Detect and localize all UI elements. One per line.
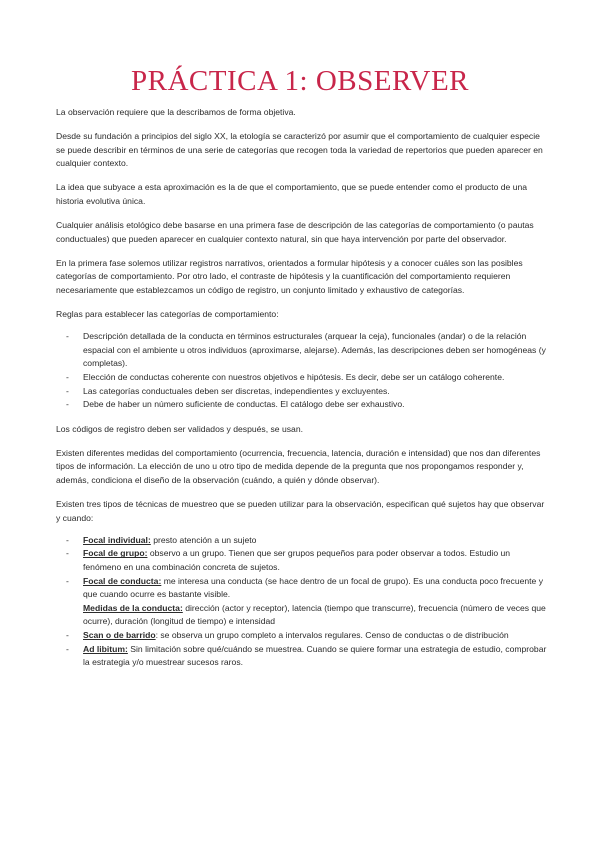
paragraph-measures: Existen diferentes medidas del comportamiento (ocurrencia, frecuencia, latencia, duración e intensidad) que nos dan diferentes tipos de información. La elección de uno u otro tipo de medida depende de la pregunta que nos propongamos responder y, además, condiciona el diseño de la observación (cuándo, a quién y dónde observar). <box>56 447 541 485</box>
paragraph-ethology-history: Desde su fundación a principios del siglo XX, la etología se caracterizó por asumir que el comportamiento de cualquier especie se puede describir en términos de una serie de categorías que recogen toda la variedad de repertorios que pueden aparecer en cualquier contexto. <box>56 131 543 169</box>
term-label: Ad libitum: <box>83 643 128 654</box>
rules-list <box>56 330 550 412</box>
term-description: dirección (actor y receptor), latencia (tiempo que transcurre), frecuencia (número de veces que ocurre), duración (longitud de tiempo) e intensidad <box>83 602 546 627</box>
techniques-list <box>56 534 550 670</box>
paragraph-rules-heading: Reglas para establecer las categorías de comportamiento: <box>56 309 279 320</box>
paragraph-validation: Los códigos de registro deben ser validados y después, se usan. <box>56 423 303 434</box>
term-label: Focal de conducta: <box>83 575 162 586</box>
list-item: - Elección de conductas coherente con nuestros objetivos e hipótesis. Es decir, debe ser un catálogo coherente. <box>56 371 550 385</box>
technique-scan <box>56 629 550 643</box>
technique-focal-grupo <box>56 547 550 574</box>
term-description: me interesa una conducta (se hace dentro de un focal de grupo). Es una conducta poco frecuente y que cuando ocurre es bastante visible. <box>83 575 544 600</box>
paragraph-intro: La observación requiere que la describamos de forma objetiva. <box>56 107 296 117</box>
paragraph-narrative-records: En la primera fase solemos utilizar registros narrativos, orientados a formular hipótesis y a conocer cuáles son las posibles categorías de comportamiento. Por otro lado, el contraste de hipótesis y la cuantificación del comportamiento requieren necesariamente que establezcamos un código de registro, un conjunto limitado y exhaustivo de categorías. <box>56 257 523 295</box>
term-label: Focal de grupo: <box>83 548 148 559</box>
list-item: - Debe de haber un número suficiente de conductas. El catálogo debe ser exhaustivo. <box>56 398 550 412</box>
term-description: : se observa un grupo completo a intervalos regulares. Censo de conductas o de distribución <box>155 629 509 640</box>
term-label: Medidas de la conducta: <box>83 602 183 613</box>
term-description: presto atención a un sujeto <box>150 534 257 545</box>
term-description: observo a un grupo. Tienen que ser grupos pequeños para poder observar a todos. Estudio un fenómeno en una combinación concreta de sujetos. <box>83 548 511 572</box>
technique-focal-conducta <box>56 575 550 602</box>
list-item: - Las categorías conductuales deben ser discretas, independientes y excluyentes. <box>56 385 550 399</box>
technique-focal-individual <box>56 534 550 548</box>
term-description: Sin limitación sobre qué/cuándo se muestrea. Cuando se quiere formar una estrategia de estudio, comprobar la estrategia y/o muestrear sucesos raros. <box>83 643 547 668</box>
term-label: Scan o de barrido <box>83 629 156 640</box>
paragraph-first-phase: Cualquier análisis etológico debe basarse en una primera fase de descripción de las categorías de comportamiento (o pautas conductuales) que pueden aparecer en cualquier contexto natural, sin que haya intervención por parte del observador. <box>56 220 534 244</box>
technique-medidas-conducta <box>56 602 550 629</box>
paragraph-underlying-idea: La idea que subyace a esta aproximación es la de que el comportamiento, que se puede entender como el producto de una historia evolutiva única. <box>56 182 528 206</box>
document-body <box>56 106 550 681</box>
page-title: PRÁCTICA 1: OBSERVER <box>130 65 470 97</box>
technique-ad-libitum <box>56 643 550 670</box>
list-item: - Descripción detallada de la conducta en términos estructurales (arquear la ceja), funcionales (andar) o de la relación espacial con el ambiente u otros individuos (aproximarse, alejarse). Además, las descripciones deben ser homogéneas (y completas). <box>56 330 550 371</box>
paragraph-sampling-techniques: Existen tres tipos de técnicas de muestreo que se pueden utilizar para la observación, especifican qué sujetos hay que observar y cuando: <box>56 499 545 523</box>
term-label: Focal individual: <box>83 534 151 545</box>
